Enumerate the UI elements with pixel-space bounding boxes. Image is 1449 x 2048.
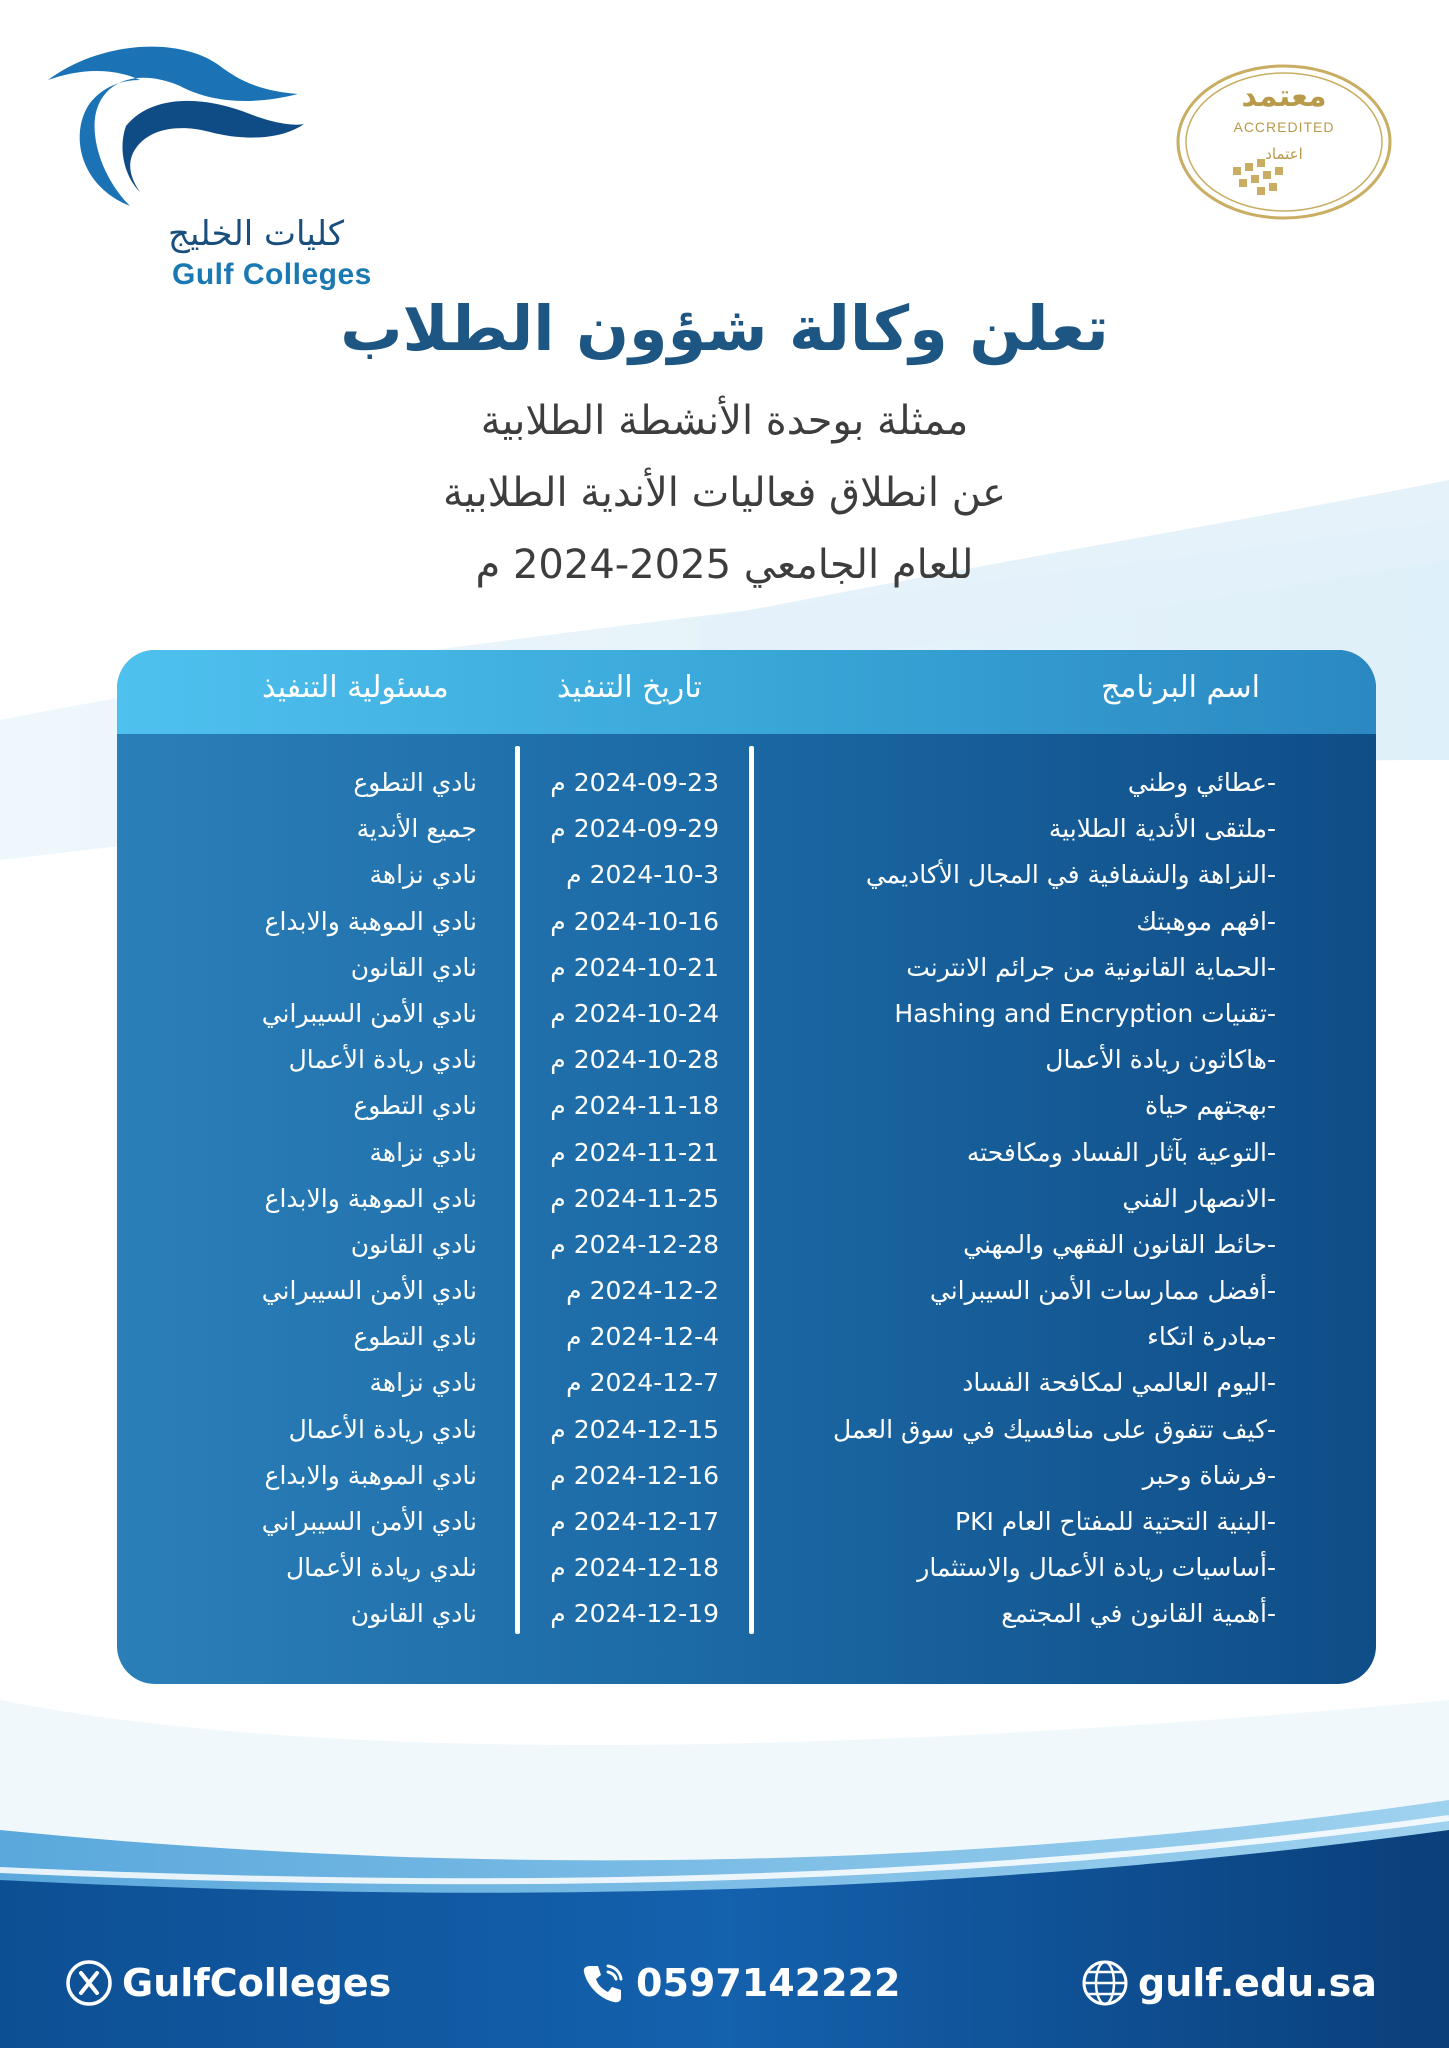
x-twitter-icon bbox=[64, 1958, 114, 2008]
cell-date: 2024-12-17 م bbox=[550, 1507, 719, 1536]
twitter-handle: GulfColleges bbox=[122, 1961, 392, 2005]
cell-date: 2024-11-25 م bbox=[550, 1183, 719, 1213]
website-link[interactable] bbox=[1080, 1955, 1377, 2011]
cell-responsible: نادي ريادة الأعمال bbox=[288, 1414, 477, 1444]
cell-date: 2024-12-16 م bbox=[550, 1460, 719, 1490]
cell-program: -أساسيات ريادة الأعمال والاستثمار bbox=[917, 1553, 1276, 1583]
phone-icon bbox=[578, 1958, 628, 2008]
table-row bbox=[117, 806, 1376, 852]
events-table bbox=[117, 650, 1376, 1684]
cell-date: 2024-12-18 م bbox=[550, 1553, 719, 1583]
table-row bbox=[117, 1360, 1376, 1406]
cell-program: -مبادرة اتكاء bbox=[1147, 1322, 1276, 1352]
table-row bbox=[117, 1453, 1376, 1499]
cell-date: 2024-12-19 م bbox=[550, 1599, 719, 1629]
phone-number: 0597142222 bbox=[636, 1961, 901, 2005]
table-row bbox=[117, 1176, 1376, 1222]
wave-logo-icon bbox=[40, 36, 370, 216]
table-row bbox=[117, 1083, 1376, 1129]
table-row bbox=[117, 1130, 1376, 1176]
cell-date: 2024-11-18 م bbox=[550, 1091, 719, 1121]
cell-program: -عطائي وطني bbox=[1127, 768, 1276, 797]
table-row bbox=[117, 1222, 1376, 1268]
cell-date: 2024-12-2 م bbox=[566, 1276, 719, 1306]
cell-responsible: نادي الأمن السيبراني bbox=[261, 1507, 477, 1536]
table-row bbox=[117, 1314, 1376, 1360]
logo-english-name: Gulf Colleges bbox=[172, 258, 372, 291]
seal-sub: اعتماد bbox=[1265, 145, 1303, 163]
table-row bbox=[117, 899, 1376, 945]
footer bbox=[0, 1800, 1449, 2048]
cell-responsible: نادي الموهبة والابداع bbox=[264, 1460, 477, 1490]
cell-date: 2024-11-21 م bbox=[550, 1137, 719, 1167]
subtitle-line-1: ممثلة بوحدة الأنشطة الطلابية bbox=[480, 398, 969, 444]
cell-date: 2024-10-21 م bbox=[550, 952, 719, 982]
table-row bbox=[117, 1545, 1376, 1591]
cell-program: -أفضل ممارسات الأمن السيبراني bbox=[929, 1276, 1276, 1306]
seal-english: ACCREDITED bbox=[1233, 119, 1335, 135]
cell-responsible: نادي القانون bbox=[350, 952, 477, 982]
cell-program: -هاكاثون ريادة الأعمال bbox=[1045, 1045, 1276, 1075]
cell-date: 2024-10-24 م bbox=[550, 998, 719, 1028]
cell-responsible: نادي الموهبة والابداع bbox=[264, 906, 477, 936]
cell-program: -الانصهار الفني bbox=[1122, 1183, 1276, 1213]
cell-responsible: نادي القانون bbox=[350, 1229, 477, 1259]
phone-link[interactable] bbox=[578, 1955, 900, 2011]
cell-program: -اليوم العالمي لمكافحة الفساد bbox=[962, 1368, 1276, 1398]
logo-arabic-name: كليات الخليج bbox=[168, 214, 345, 254]
cell-date: 2024-09-23 م bbox=[550, 768, 719, 797]
table-row bbox=[117, 945, 1376, 991]
cell-date: 2024-12-4 م bbox=[566, 1322, 719, 1352]
subtitle-line-2: عن انطلاق فعاليات الأندية الطلابية bbox=[442, 470, 1007, 516]
table-body bbox=[117, 760, 1376, 1638]
cell-responsible: جميع الأندية bbox=[356, 814, 477, 844]
cell-program: -الحماية القانونية من جرائم الانترنت bbox=[906, 952, 1276, 982]
table-row bbox=[117, 1037, 1376, 1083]
subtitle-line-3: للعام الجامعي 2025-2024 م bbox=[475, 542, 974, 588]
header-responsible: مسئولية التنفيذ bbox=[262, 670, 449, 705]
cell-date: 2024-10-3 م bbox=[566, 860, 719, 890]
cell-program: -تقنيات Hashing and Encryption bbox=[894, 998, 1276, 1028]
table-row bbox=[117, 1268, 1376, 1314]
cell-date: 2024-10-16 م bbox=[550, 906, 719, 936]
cell-responsible: نادي ريادة الأعمال bbox=[288, 1045, 477, 1075]
accreditation-seal bbox=[1175, 63, 1393, 221]
page-title: تعلن وكالة شؤون الطلاب bbox=[340, 292, 1109, 365]
globe-icon bbox=[1080, 1958, 1130, 2008]
table-row bbox=[117, 760, 1376, 806]
cell-program: -بهجتهم حياة bbox=[1144, 1091, 1276, 1121]
website-url: gulf.edu.sa bbox=[1138, 1961, 1377, 2005]
cell-responsible: نادي نزاهة bbox=[369, 860, 477, 890]
cell-responsible: نادي نزاهة bbox=[369, 1368, 477, 1398]
cell-program: -كيف تتفوق على منافسيك في سوق العمل bbox=[833, 1414, 1276, 1444]
cell-date: 2024-12-28 م bbox=[550, 1229, 719, 1259]
table-row bbox=[117, 1591, 1376, 1637]
cell-responsible: نادي التطوع bbox=[353, 768, 477, 797]
cell-program: -النزاهة والشفافية في المجال الأكاديمي bbox=[865, 860, 1276, 890]
twitter-link[interactable] bbox=[64, 1955, 391, 2011]
cell-program: -ملتقى الأندية الطلابية bbox=[1048, 814, 1276, 844]
table-row bbox=[117, 991, 1376, 1037]
seal-arabic: معتمد bbox=[1241, 79, 1327, 114]
gulf-colleges-logo bbox=[40, 36, 372, 291]
cell-date: 2024-10-28 م bbox=[550, 1045, 719, 1075]
cell-responsible: نادي الموهبة والابداع bbox=[264, 1183, 477, 1213]
cell-program: -افهم موهبتك bbox=[1136, 906, 1276, 936]
cell-responsible: نلدي ريادة الأعمال bbox=[285, 1553, 477, 1583]
table-header bbox=[117, 650, 1376, 734]
header-date: تاريخ التنفيذ bbox=[557, 670, 702, 705]
cell-date: 2024-12-7 م bbox=[566, 1368, 719, 1398]
cell-responsible: نادي الأمن السيبراني bbox=[261, 998, 477, 1028]
table-row bbox=[117, 852, 1376, 898]
cell-responsible: نادي نزاهة bbox=[369, 1137, 477, 1167]
cell-responsible: نادي القانون bbox=[350, 1599, 477, 1629]
cell-program: -فرشاة وحبر bbox=[1142, 1460, 1276, 1490]
cell-program: -أهمية القانون في المجتمع bbox=[1001, 1599, 1276, 1629]
cell-date: 2024-09-29 م bbox=[550, 814, 719, 844]
header-program: اسم البرنامج bbox=[1101, 670, 1260, 705]
cell-program: -حائط القانون الفقهي والمهني bbox=[963, 1229, 1276, 1259]
table-row bbox=[117, 1499, 1376, 1545]
table-row bbox=[117, 1407, 1376, 1453]
cell-program: -البنية التحتية للمفتاح العام PKI bbox=[955, 1507, 1276, 1536]
cell-responsible: نادي الأمن السيبراني bbox=[261, 1276, 477, 1306]
cell-responsible: نادي التطوع bbox=[353, 1091, 477, 1121]
cell-date: 2024-12-15 م bbox=[550, 1414, 719, 1444]
cell-program: -التوعية بآثار الفساد ومكافحته bbox=[966, 1137, 1276, 1167]
cell-responsible: نادي التطوع bbox=[353, 1322, 477, 1352]
